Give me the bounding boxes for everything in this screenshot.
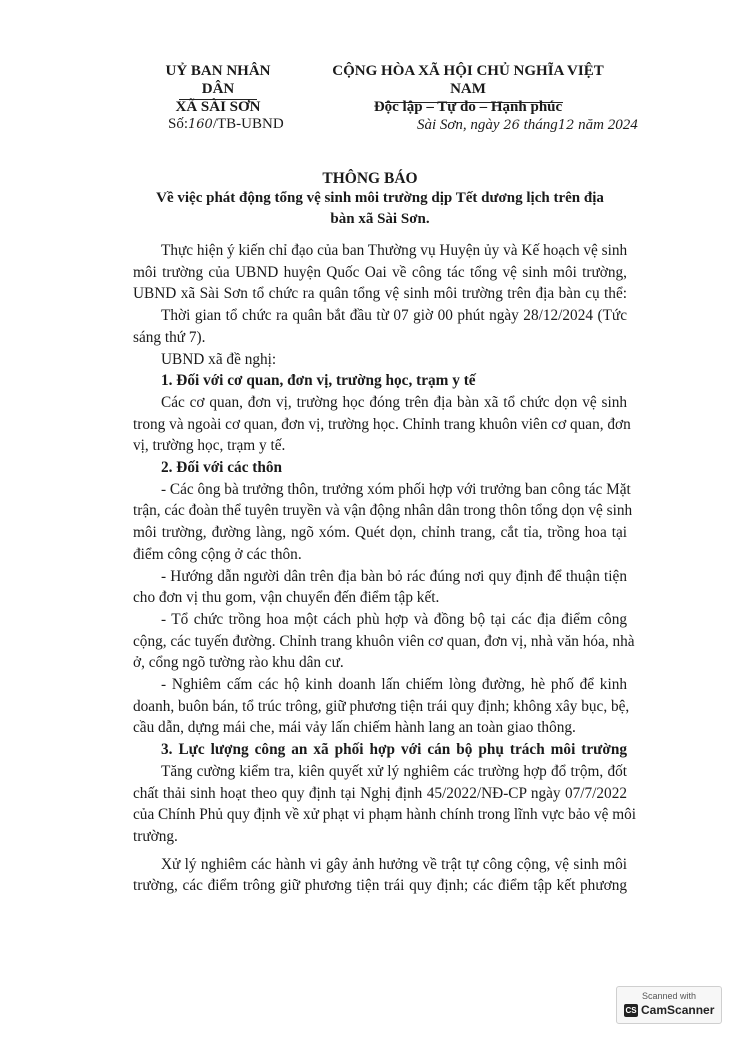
document-date (417, 117, 638, 134)
body-line: cho đơn vị thu gom, vận chuyển đến điểm tập kết. (133, 589, 440, 607)
body-line: cầu dẫn, dựng mái che, mái vảy lấn chiếm hành lang an toàn giao thông. (133, 719, 576, 737)
nation-motto: Độc lập – Tự do – Hạnh phúc (373, 99, 563, 115)
body-line: doanh, buôn bán, tổ trúc trông, giữ phương tiện trái quy định; không xây bục, bệ, (133, 697, 630, 715)
document-title: THÔNG BÁO (322, 170, 418, 187)
document-subtitle (150, 188, 610, 230)
body-line: - Tổ chức trồng hoa một cách phù hợp và đồng bộ tại các địa điểm công (161, 610, 627, 628)
body-line: - Các ông bà trưởng thôn, trưởng xóm phối hợp với trưởng ban công tác Mặt (161, 480, 631, 498)
date-place: Sài Sơn, ngày (417, 117, 500, 133)
body-line: Tăng cường kiểm tra, kiên quyết xử lý nghiêm các trường hợp đổ trộm, đốt (161, 762, 627, 780)
agency-line-1: UỶ BAN NHÂN DÂN (165, 63, 271, 97)
body-line: - Nghiêm cấm các hộ kinh doanh lấn chiếm lòng đường, hè phố để kinh (161, 676, 627, 694)
body-line: trường. (133, 827, 178, 845)
nation-header (318, 62, 618, 116)
body-line: môi trường, đường làng, ngõ xóm. Quét dọn, chỉnh trang, cắt tỉa, trồng hoa tại (133, 524, 627, 542)
body-line: Thời gian tổ chức ra quân bắt đầu từ 07 giờ 00 phút ngày 28/12/2024 (Tức (161, 307, 627, 325)
body-line: Các cơ quan, đơn vị, trường học đóng trên địa bàn xã tổ chức dọn vệ sinh (161, 393, 627, 411)
date-year: năm 2024 (578, 117, 638, 133)
body-line: - Hướng dẫn người dân trên địa bàn bỏ rác đúng nơi quy định để thuận tiện (161, 567, 627, 585)
body-line: UBND xã đề nghị: (161, 350, 277, 368)
date-month-word: tháng (523, 117, 558, 133)
date-month: 12 (557, 118, 575, 133)
body-line: vị, trường học, trạm y tế. (133, 437, 286, 455)
body-line: Xử lý nghiêm các hành vi gây ảnh hưởng về trật tự công cộng, vệ sinh môi (161, 855, 627, 873)
body-line: trận, các đoàn thể tuyên truyền và vận động nhân dân trong thôn tổng dọn vệ sinh (133, 502, 633, 520)
document-number (168, 116, 284, 133)
camscanner-logo-icon: CS (625, 1006, 637, 1015)
body-line: môi trường của UBND huyện Quốc Oai về công tác tổng vệ sinh môi trường, (133, 263, 627, 281)
body-line: cộng, các tuyến đường. Chỉnh trang khuôn viên cơ quan, đơn vị, nhà văn hóa, nhà (133, 632, 635, 650)
number-suffix: /TB-UBND (212, 116, 284, 132)
body-line: UBND xã Sài Sơn tổ chức ra quân tổng vệ sinh môi trường trên địa bàn cụ thể: (133, 285, 627, 303)
watermark-brand: CamScanner (641, 1003, 715, 1017)
agency-line-2: XÃ SÀI SƠN (175, 99, 261, 115)
number-prefix: Số: (168, 116, 189, 132)
body-line: trường, các điểm trông giữ phương tiện trái quy định; các điểm tập kết phương (133, 877, 627, 895)
document-body (133, 240, 637, 897)
camscanner-watermark (616, 986, 722, 1024)
agency-header (148, 62, 288, 116)
motto-underline (385, 102, 563, 103)
number-handwritten: 160 (188, 117, 213, 132)
body-line: Thực hiện ý kiến chỉ đạo của ban Thường vụ Huyện ủy và Kế hoạch vệ sinh (161, 242, 628, 259)
body-line: trong và ngoài cơ quan, đơn vị, trường học. Chỉnh trang khuôn viên cơ quan, đơn (133, 415, 631, 433)
section-heading-2: 2. Đối với các thôn (161, 459, 283, 477)
section-heading-3: 3. Lực lượng công an xã phối hợp với cán bộ phụ trách môi trường (161, 741, 627, 759)
section-heading-1: 1. Đối với cơ quan, đơn vị, trường học, trạm y tế (161, 372, 476, 390)
agency-underline (179, 99, 257, 100)
body-line: điểm công cộng ở các thôn. (133, 545, 302, 563)
subtitle-line-2: bàn xã Sài Sơn. (330, 211, 430, 227)
nation-line-1: CỘNG HÒA XÃ HỘI CHỦ NGHĨA VIỆT NAM (332, 63, 604, 97)
body-line: ở, cổng ngõ tường rào khu dân cư. (133, 654, 344, 672)
watermark-caption: Scanned with (641, 991, 697, 1001)
subtitle-line-1: Về việc phát động tổng vệ sinh môi trường dịp Tết dương lịch trên địa (156, 190, 604, 206)
body-line: chất thải sinh hoạt theo quy định tại Nghị định 45/2022/NĐ-CP ngày 07/7/2022 (133, 784, 627, 802)
body-line: sáng thứ 7). (133, 328, 206, 346)
body-line: của Chính Phủ quy định về xử phạt vi phạm hành chính trong lĩnh vực bảo vệ môi (133, 806, 637, 824)
date-day: 26 (503, 118, 520, 133)
